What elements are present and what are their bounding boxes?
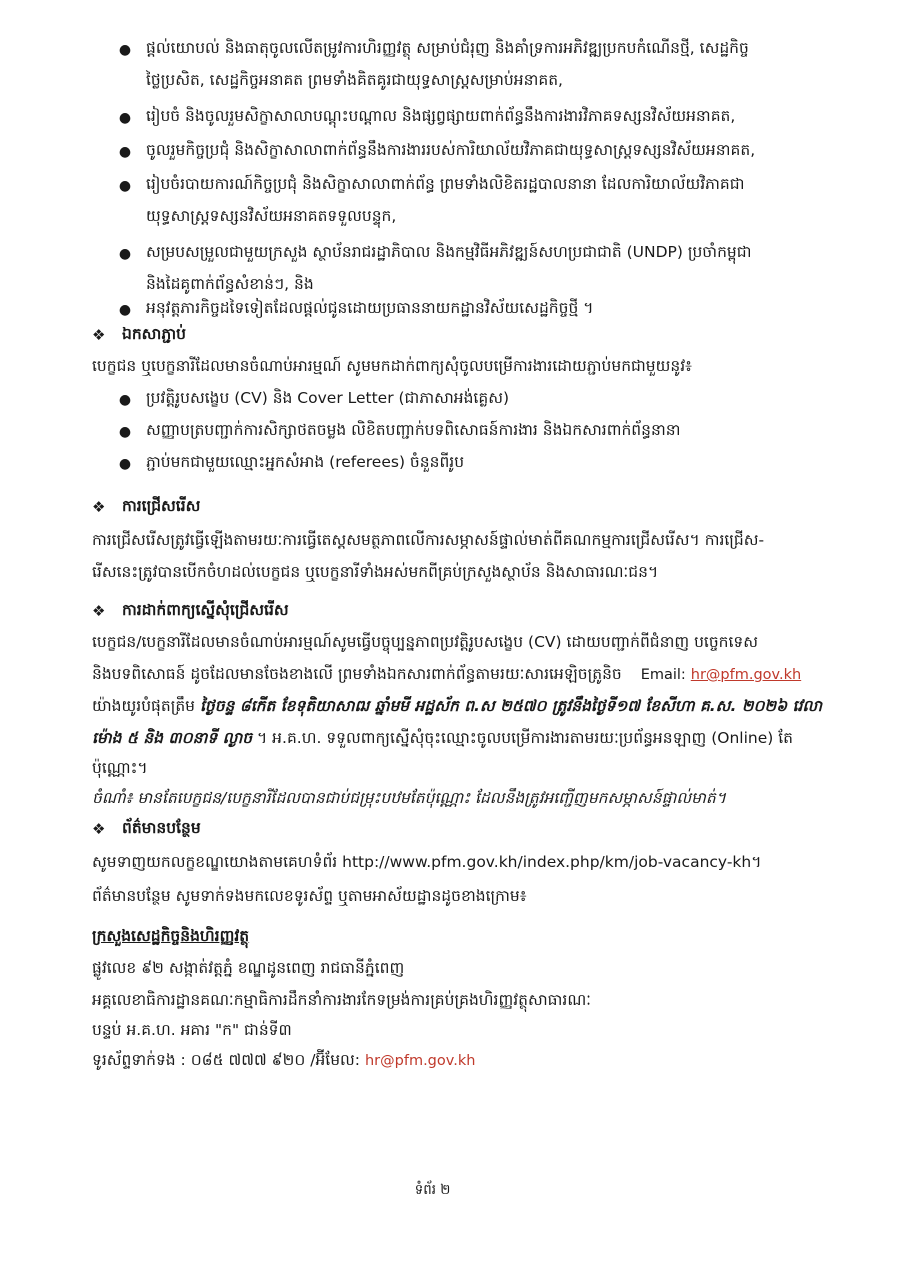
diamond-bullet-icon: ❖ bbox=[92, 326, 106, 344]
application-text: និងបទពិសោធន៍ ដូចដែលមានចែងខាងលើ ព្រមទាំងឯកសារពាក់ព័ន្ធតាមរយៈសារអេឡិចត្រូនិច bbox=[92, 665, 622, 683]
selection-heading: ការជ្រើសរើស bbox=[122, 497, 201, 515]
bullet-icon: ● bbox=[118, 42, 132, 58]
email-label: Email: bbox=[640, 667, 686, 683]
bullet-icon: ● bbox=[118, 144, 132, 160]
attachment-item: ភ្ជាប់មកជាមួយឈ្មោះអ្នកសំអាង (referees) ចំនួនពីរូប bbox=[146, 453, 465, 471]
more-info-text: ព័ត៌មានបន្ថែម សូមទាក់ទងមកលេខទូរស័ព្ទ ឬតាមអាស័យដ្ឋានដូចខាងក្រោម៖ bbox=[92, 887, 527, 905]
selection-text: រើសនេះត្រូវបានបើកចំហដល់បេក្ខជន ឬបេក្ខនារីទាំងអស់មកពីគ្រប់ក្រសួងស្ថាប័ន និងសាធារណៈជន។ bbox=[92, 563, 659, 581]
bullet-icon: ● bbox=[118, 456, 132, 472]
deadline-time: ម៉ោង ៥ និង ៣០នាទី ល្ងាច bbox=[92, 729, 253, 747]
contact-phone: ទូរស័ព្ទទាក់ទង : ០៨៥ ៧៧៧ ៩២០ /អ៊ីមែល: bbox=[92, 1051, 361, 1069]
deadline-line bbox=[92, 694, 822, 718]
application-text: ប៉ុណ្ណោះ។ bbox=[92, 759, 148, 777]
selection-text: ការជ្រើសរើសត្រូវធ្វើឡើងតាមរយៈការធ្វើតេស្តសមត្ថភាពលើការសម្ភាសន៍ផ្ទាល់មាត់ពីគណកម្មការជ្រើសរើស។ ការជ្រើស- bbox=[92, 531, 765, 549]
bullet-icon: ● bbox=[118, 302, 132, 318]
deadline-date: ថ្ងៃចន្ទ ៨កើត ខែទុតិយាសាឍ ឆ្នាំមមី អដ្ឋស័ក ព.ស ២៥៧០ ត្រូវនឹងថ្ងៃទី១៧ ខែសីហា គ.ស. ២០២៦ វេលា bbox=[199, 697, 823, 715]
more-info-text: សូមទាញយកលក្ខខណ្ឌយោងតាមគេហទំព័រ http://www.pfm.gov.kh/index.php/km/job-vacancy-kh។ bbox=[92, 853, 762, 871]
duty-item-continuation: ថៃ្លប្រសិត, សេដ្ឋកិច្ចអនាគត ព្រមទាំងគិតគូរជាយុទ្ធសាស្ត្រសម្រាប់អនាគត, bbox=[146, 71, 563, 89]
bullet-icon: ● bbox=[118, 246, 132, 262]
attachment-item: ប្រវត្តិរូបសង្ខេប (CV) និង Cover Letter (ជាភាសាអង់គ្លេស) bbox=[146, 389, 509, 407]
application-text: ។ អ.គ.ហ. ទទួលពាក្យស្នើសុំចុះឈ្មោះចូលបម្រើការងារតាមរយៈប្រព័ន្ធអនឡាញ (Online) តែ bbox=[257, 729, 793, 747]
bullet-icon: ● bbox=[118, 424, 132, 440]
contact-email-link[interactable]: hr@pfm.gov.kh bbox=[364, 1053, 476, 1069]
bullet-icon: ● bbox=[118, 392, 132, 408]
application-note: ចំណាំ៖ មានតែបេក្ខជន/បេក្ខនារីដែលបានជាប់ជម្រុះបឋមតែប៉ុណ្ណោះ ដែលនឹងត្រូវអញ្ជើញមកសម្ភាសន៍ផ្ទាល់មាត់។ bbox=[92, 789, 726, 807]
duty-item: សម្របសម្រួលជាមួយក្រសួង ស្ថាប័នរាជរដ្ឋាភិបាល និងកម្មវិធីអភិវឌ្ឍន៍សហប្រជាជាតិ (UNDP) ប្រចាំកម្ពុជា bbox=[146, 243, 752, 261]
diamond-bullet-icon: ❖ bbox=[92, 820, 106, 838]
attachment-item: សញ្ញាបត្របញ្ជាក់ការសិក្សាថតចម្លង លិខិតបញ្ជាក់បទពិសោធន៍ការងារ និងឯកសារពាក់ព័ន្ធនានា bbox=[146, 421, 681, 439]
ministry-name: ក្រសួងសេដ្ឋកិច្ចនិងហិរញ្ញវត្ថុ bbox=[92, 927, 250, 945]
diamond-bullet-icon: ❖ bbox=[92, 498, 106, 516]
duty-item-continuation: យុទ្ធសាស្ត្រទស្សនវិស័យអនាគតទទួលបន្ទុក, bbox=[146, 207, 397, 225]
duty-item: ផ្តល់យោបល់ និងធាតុចូលលើតម្រូវការហិរញ្ញវត្ថុ សម្រាប់ជំរុញ និងគាំទ្រការអភិវឌ្ឍប្រកបកំណើនថ្មី, សេដ្ឋកិច្ច bbox=[146, 39, 749, 57]
contact-room: បន្ទប់ អ.គ.ហ. អគារ "ក" ជាន់ទី៣ bbox=[92, 1021, 292, 1039]
application-heading: ការដាក់ពាក្យស្នើសុំជ្រើសរើស bbox=[122, 601, 289, 619]
attachments-heading: ឯកសាភ្ជាប់ bbox=[122, 325, 186, 343]
bullet-icon: ● bbox=[118, 110, 132, 126]
more-info-heading: ព័ត៌មានបន្ថែម bbox=[122, 819, 201, 837]
duty-item: រៀបចំ និងចូលរួមសិក្ខាសាលាបណ្តុះបណ្តាល និងផ្សព្វផ្សាយពាក់ព័ន្ធនឹងការងារវិភាគទស្សនវិស័យអនាគត, bbox=[146, 107, 736, 125]
page-number: ទំព័រ ២ bbox=[414, 1182, 451, 1198]
bullet-icon: ● bbox=[118, 178, 132, 194]
deadline-time-line bbox=[92, 726, 793, 750]
application-text-line bbox=[92, 662, 801, 686]
duty-item: ចូលរួមកិច្ចប្រជុំ និងសិក្ខាសាលាពាក់ព័ន្ធនឹងការងាររបស់ការិយាល័យវិភាគជាយុទ្ធសាស្ត្រទស្សនវិស័យអនាគត, bbox=[146, 141, 756, 159]
duty-item-continuation: និងដៃគូពាក់ព័ន្ធសំខាន់ៗ, និង bbox=[146, 275, 314, 293]
contact-secretariat: អគ្គលេខាធិការដ្ឋានគណៈកម្មាធិការដឹកនាំការងារកែទម្រង់ការគ្រប់គ្រងហិរញ្ញវត្ថុសាធារណៈ bbox=[92, 991, 591, 1009]
deadline-prefix: យ៉ាងយូរបំផុតត្រឹម bbox=[92, 697, 196, 715]
contact-address: ផ្លូវលេខ ៩២ សង្កាត់វត្តភ្នំ ខណ្ឌដូនពេញ រាជធានីភ្នំពេញ bbox=[92, 959, 405, 977]
email-link[interactable]: hr@pfm.gov.kh bbox=[690, 667, 802, 683]
contact-phone-line bbox=[92, 1048, 475, 1072]
diamond-bullet-icon: ❖ bbox=[92, 602, 106, 620]
attachments-intro: បេក្ខជន ឬបេក្ខនារីដែលមានចំណាប់អារម្មណ៍ សូមមកដាក់ពាក្យសុំចូលបម្រើការងារដោយភ្ជាប់មកជាមួយនូវ៖ bbox=[92, 357, 692, 375]
duty-item: អនុវត្តភារកិច្ចដទៃទៀតដែលផ្តល់ជូនដោយប្រធាននាយកដ្ឋានវិស័យសេដ្ឋកិច្ចថ្មី ។ bbox=[146, 299, 594, 317]
duty-item: រៀបចំរបាយការណ៍កិច្ចប្រជុំ និងសិក្ខាសាលាពាក់ព័ន្ធ ព្រមទាំងលិខិតរដ្ឋបាលនានា ដែលការិយាល័យវិភាគជា bbox=[146, 175, 745, 193]
application-text: បេក្ខជន/បេក្ខនារីដែលមានចំណាប់អារម្មណ៍សូមធ្វើបច្ចុប្បន្នភាពប្រវត្តិរូបសង្ខេប (CV) ដោយបញ្ជាក់ពីជំនាញ បច្ចេកទេស bbox=[92, 633, 759, 651]
